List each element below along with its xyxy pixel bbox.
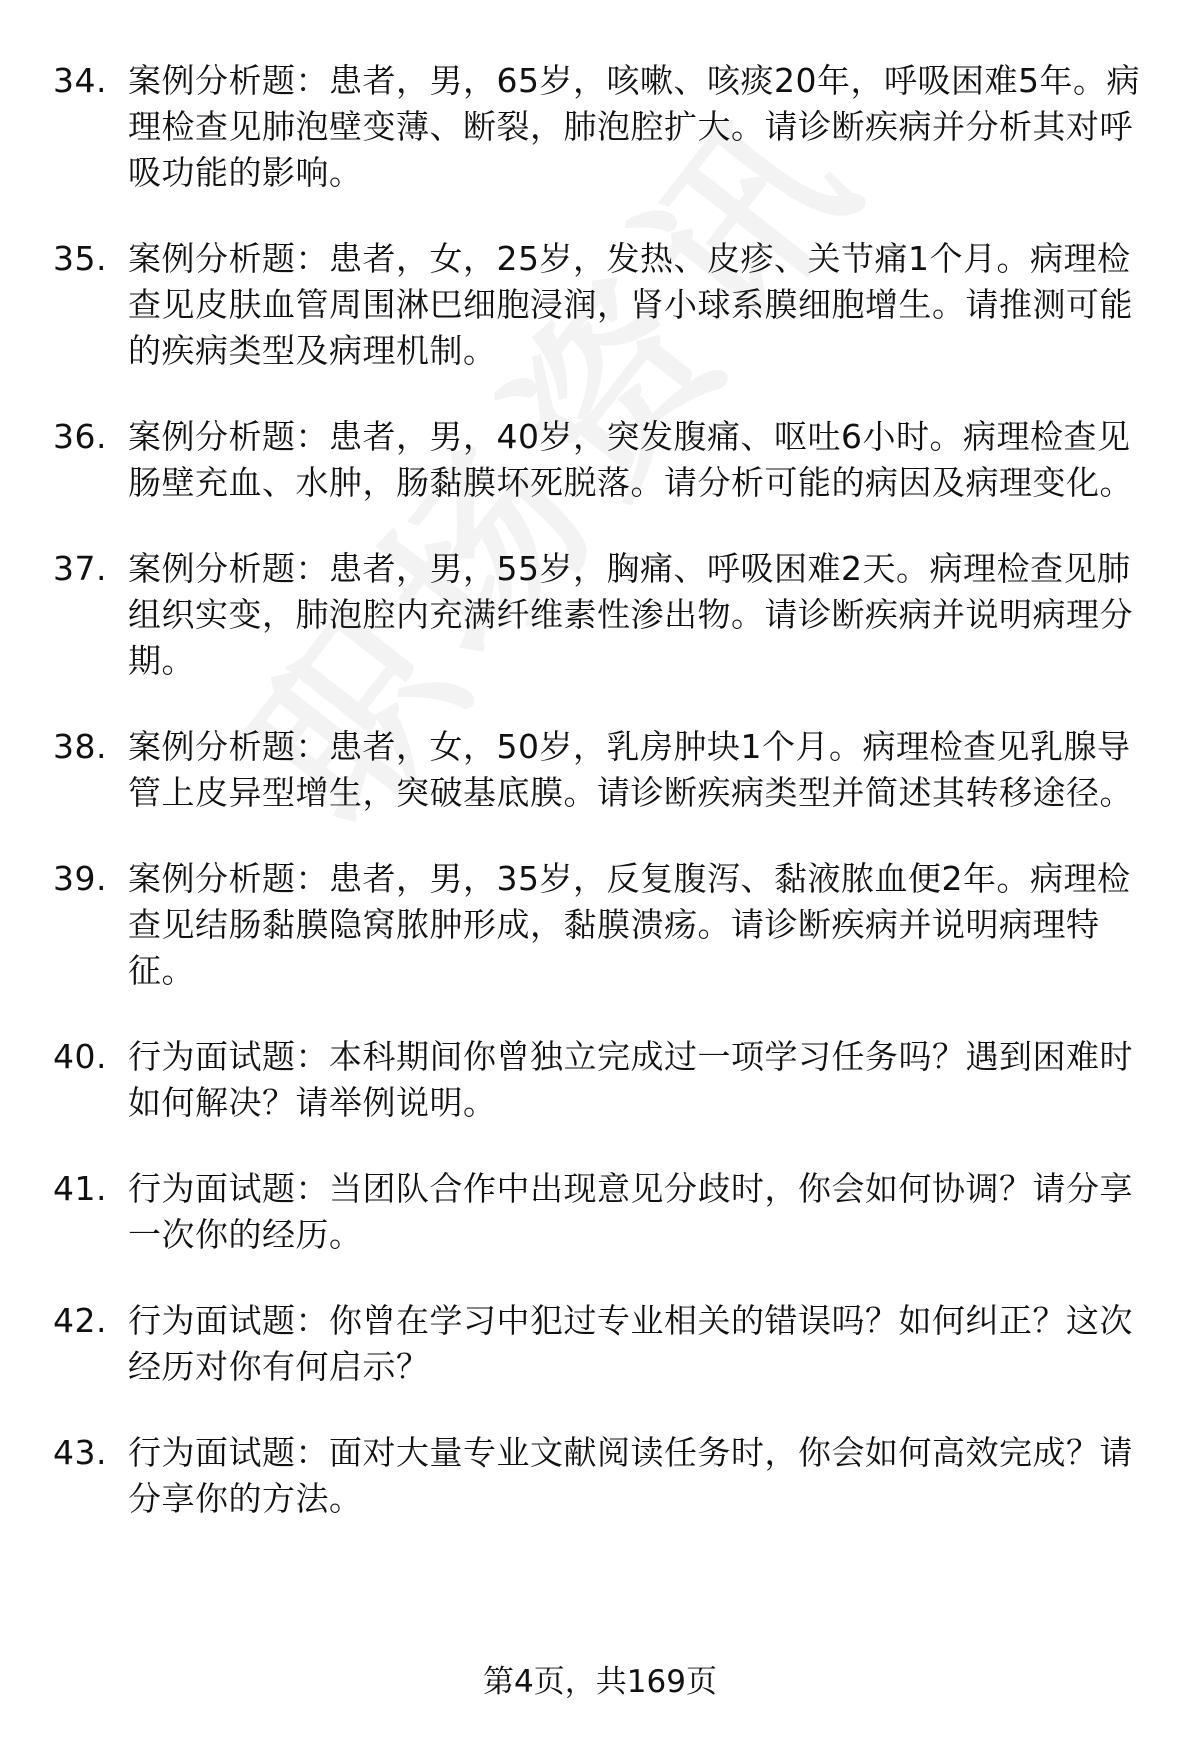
- question-text: 案例分析题：患者，男，35岁，反复腹泻、黏液脓血便2年。病理检查见结肠黏膜隐窝脓肿形成，黏膜溃疡。请诊断疾病并说明病理特征。: [128, 859, 1131, 990]
- question-item-37: [0, 546, 1200, 684]
- question-number: 34.: [53, 61, 107, 100]
- question-number: 39.: [53, 859, 107, 898]
- question-item-40: [0, 1034, 1200, 1126]
- question-item-38: [0, 724, 1200, 816]
- question-list: [0, 58, 1200, 1562]
- question-text: 案例分析题：患者，女，25岁，发热、皮疹、关节痛1个月。病理检查见皮肤血管周围淋巴细胞浸润，肾小球系膜细胞增生。请推测可能的疾病类型及病理机制。: [128, 239, 1133, 370]
- question-item-39: [0, 856, 1200, 994]
- question-item-42: [0, 1298, 1200, 1390]
- question-number: 36.: [53, 417, 107, 456]
- question-item-41: [0, 1166, 1200, 1258]
- question-text: 行为面试题：面对大量专业文献阅读任务时，你会如何高效完成？请分享你的方法。: [128, 1433, 1133, 1518]
- question-item-43: [0, 1430, 1200, 1522]
- question-text: 案例分析题：患者，男，40岁，突发腹痛、呕吐6小时。病理检查见肠壁充血、水肿，肠黏膜坏死脱落。请分析可能的病因及病理变化。: [128, 417, 1133, 502]
- question-number: 40.: [53, 1037, 107, 1076]
- question-text: 行为面试题：本科期间你曾独立完成过一项学习任务吗？遇到困难时如何解决？请举例说明。: [128, 1037, 1133, 1122]
- question-number: 38.: [53, 727, 107, 766]
- question-number: 37.: [53, 549, 107, 588]
- question-number: 35.: [53, 239, 107, 278]
- page-number-footer: 第4页，共169页: [483, 1664, 717, 1700]
- question-text: 行为面试题：当团队合作中出现意见分歧时，你会如何协调？请分享一次你的经历。: [128, 1169, 1133, 1254]
- question-text: 行为面试题：你曾在学习中犯过专业相关的错误吗？如何纠正？这次经历对你有何启示？: [128, 1301, 1133, 1386]
- question-item-36: [0, 414, 1200, 506]
- question-number: 43.: [53, 1433, 107, 1472]
- question-text: 案例分析题：患者，男，65岁，咳嗽、咳痰20年，呼吸困难5年。病理检查见肺泡壁变薄、断裂，肺泡腔扩大。请诊断疾病并分析其对呼吸功能的影响。: [128, 61, 1140, 192]
- question-number: 42.: [53, 1301, 107, 1340]
- question-number: 41.: [53, 1169, 107, 1208]
- question-item-35: [0, 236, 1200, 374]
- question-text: 案例分析题：患者，男，55岁，胸痛、呼吸困难2天。病理检查见肺组织实变，肺泡腔内充满纤维素性渗出物。请诊断疾病并说明病理分期。: [128, 549, 1133, 680]
- question-text: 案例分析题：患者，女，50岁，乳房肿块1个月。病理检查见乳腺导管上皮异型增生，突破基底膜。请诊断疾病类型并简述其转移途径。: [128, 727, 1133, 812]
- question-item-34: [0, 58, 1200, 196]
